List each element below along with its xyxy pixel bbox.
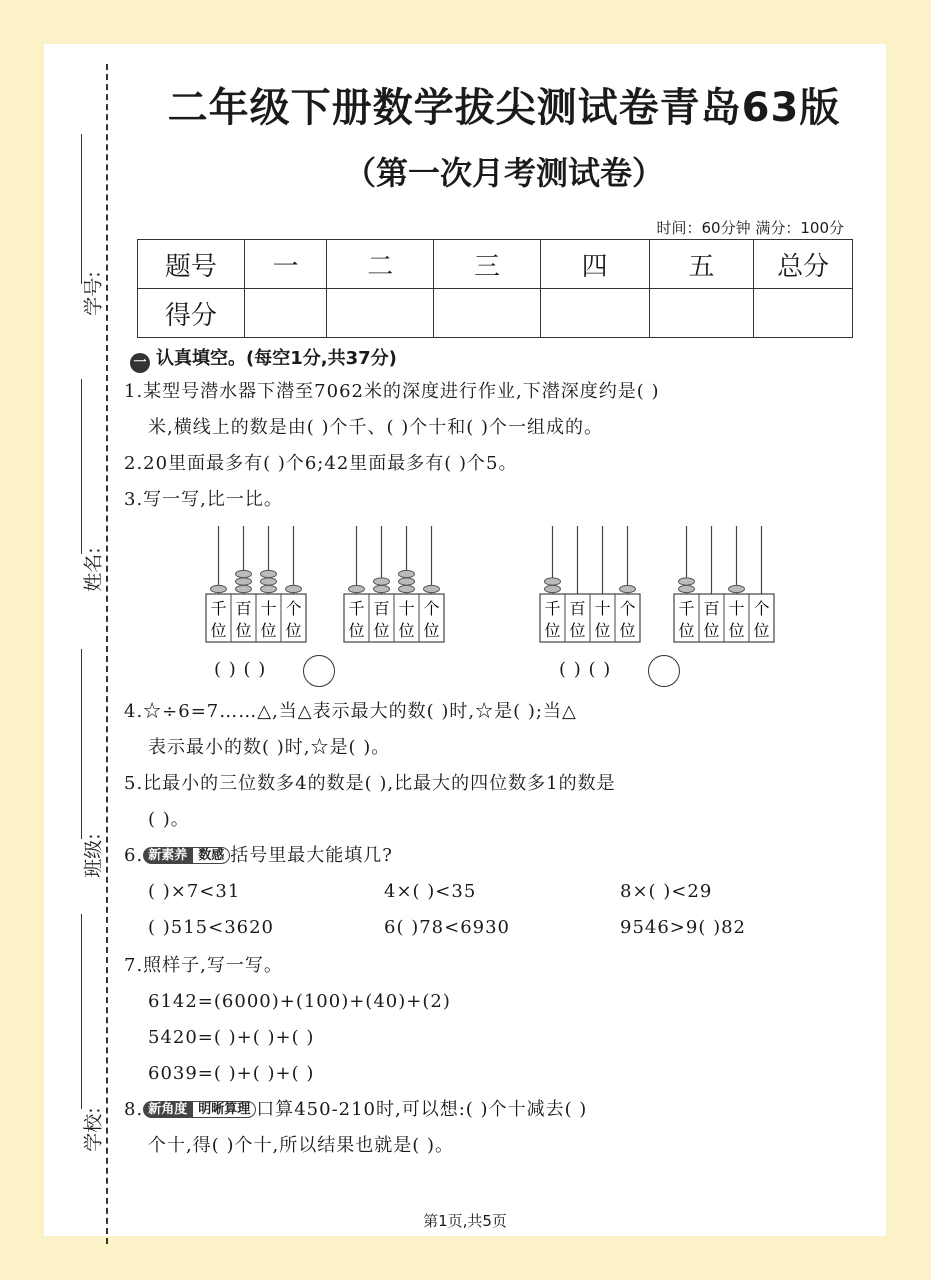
abacus-bead (620, 585, 636, 592)
score-cell: 题号 (138, 240, 245, 289)
abacus-place-sub: 位 (678, 621, 695, 640)
abacus-bead (236, 570, 252, 577)
abacus-place-label: 百 (235, 599, 252, 618)
abacus-bead (211, 585, 227, 592)
question-7-example: 6142=(6000)+(100)+(40)+(2) (148, 991, 451, 1012)
abacus-bead (679, 578, 695, 585)
question-3: 3.写一写,比一比。 (124, 489, 283, 510)
question-3-blanks-right: ( ) ( ) (559, 659, 612, 680)
question-6-row-2-b: 6( )78<6930 (384, 917, 511, 938)
abacus-bead (236, 585, 252, 592)
abacus-bead (399, 570, 415, 577)
abacus-3 (538, 524, 646, 644)
question-6-row-2-c: 9546>9( )82 (620, 917, 747, 938)
tag-right: 数感 (192, 847, 230, 864)
question-6-row-1-b: 4×( )<35 (384, 881, 477, 902)
abacus-place-label: 个 (753, 599, 770, 618)
question-6-number: 6. (124, 845, 144, 866)
question-6 (124, 844, 393, 868)
score-cell: 三 (434, 240, 541, 289)
abacus-place-sub: 位 (210, 621, 227, 640)
abacus-bead (399, 578, 415, 585)
score-input[interactable] (754, 289, 853, 338)
question-8-number: 8. (124, 1099, 144, 1120)
question-5-line-1: 5.比最小的三位数多4的数是( ),比最大的四位数多1的数是 (124, 773, 616, 794)
score-input[interactable] (434, 289, 541, 338)
abacus-bead (545, 578, 561, 585)
question-1-line-2: 米,横线上的数是由( )个千、( )个十和( )个一组成的。 (148, 417, 604, 438)
abacus-place-label: 个 (285, 599, 302, 618)
abacus-place-sub: 位 (753, 621, 770, 640)
abacus-bead (374, 585, 390, 592)
abacus-place-sub: 位 (594, 621, 611, 640)
abacus-place-label: 百 (703, 599, 720, 618)
abacus-1 (204, 524, 312, 644)
abacus-place-sub: 位 (235, 621, 252, 640)
abacus-bead (424, 585, 440, 592)
abacus-place-label: 百 (373, 599, 390, 618)
question-3-blanks-left: ( ) ( ) (214, 659, 267, 680)
abacus-place-label: 个 (619, 599, 636, 618)
abacus-place-label: 十 (728, 599, 745, 618)
score-header-row (138, 240, 853, 289)
abacus-4 (672, 524, 780, 644)
score-input[interactable] (244, 289, 327, 338)
abacus-bead (261, 570, 277, 577)
compare-circle-right[interactable] (648, 655, 680, 687)
abacus-place-label: 千 (544, 599, 561, 618)
abacus-place-label: 十 (398, 599, 415, 618)
abacus-place-sub: 位 (373, 621, 390, 640)
abacus-bead (286, 585, 302, 592)
score-input[interactable] (540, 289, 649, 338)
abacus-2 (342, 524, 450, 644)
tag-right: 明晰算理 (192, 1101, 256, 1118)
question-5-line-2: ( )。 (148, 809, 190, 830)
abacus-place-sub: 位 (703, 621, 720, 640)
compare-circle-left[interactable] (303, 655, 335, 687)
score-cell: 得分 (138, 289, 245, 338)
abacus-bead (374, 578, 390, 585)
abacus-place-sub: 位 (619, 621, 636, 640)
question-6-tag (143, 844, 230, 868)
abacus-place-label: 千 (210, 599, 227, 618)
score-input[interactable] (649, 289, 754, 338)
abacus-bead (349, 585, 365, 592)
score-cell: 五 (649, 240, 754, 289)
score-cell: 二 (327, 240, 434, 289)
abacus-place-sub: 位 (348, 621, 365, 640)
abacus-place-label: 百 (569, 599, 586, 618)
exam-meta: 时间：60分钟 满分：100分 (656, 219, 844, 237)
abacus-bead (261, 585, 277, 592)
side-label-xuehao: 学号: (82, 271, 105, 316)
abacus-bead (261, 578, 277, 585)
side-line-xingming (81, 379, 82, 554)
exam-page (44, 44, 886, 1236)
abacus-place-sub: 位 (728, 621, 745, 640)
abacus-place-sub: 位 (285, 621, 302, 640)
abacus-place-sub: 位 (569, 621, 586, 640)
question-4-line-1: 4.☆÷6=7……△,当△表示最大的数( )时,☆是( );当△ (124, 701, 577, 722)
question-6-row-1-a: ( )×7<31 (148, 881, 241, 902)
question-6-row-2-a: ( )515<3620 (148, 917, 275, 938)
question-4-line-2: 表示最小的数( )时,☆是( )。 (148, 737, 391, 758)
side-label-xuexiao: 学校: (82, 1107, 105, 1152)
abacus-place-label: 十 (260, 599, 277, 618)
abacus-bead (545, 585, 561, 592)
abacus-bead (236, 578, 252, 585)
side-line-banji (81, 649, 82, 839)
score-cell: 四 (540, 240, 649, 289)
question-6-row-1-c: 8×( )<29 (620, 881, 713, 902)
side-label-banji: 班级: (82, 833, 105, 878)
abacus-place-label: 个 (423, 599, 440, 618)
question-7-b: 6039=( )+( )+( ) (148, 1063, 315, 1084)
score-input[interactable] (327, 289, 434, 338)
score-cell: 一 (244, 240, 327, 289)
abacus-bead (679, 585, 695, 592)
section-title: 认真填空。(每空1分,共37分) (156, 348, 397, 369)
score-cell: 总分 (754, 240, 853, 289)
tag-left: 新素养 (143, 847, 192, 864)
abacus-place-sub: 位 (423, 621, 440, 640)
question-6-text: 括号里最大能填几? (230, 845, 393, 866)
tag-left: 新角度 (143, 1101, 192, 1118)
score-table (137, 239, 853, 338)
cut-line (106, 64, 108, 1244)
abacus-place-label: 千 (348, 599, 365, 618)
abacus-place-label: 十 (594, 599, 611, 618)
abacus-place-sub: 位 (260, 621, 277, 640)
question-7: 7.照样子,写一写。 (124, 955, 283, 976)
abacus-bead (399, 585, 415, 592)
score-value-row (138, 289, 853, 338)
side-line-xuehao (81, 134, 82, 284)
question-2: 2.20里面最多有( )个6;42里面最多有( )个5。 (124, 453, 518, 474)
question-1-line-1: 1.某型号潜水器下潜至7062米的深度进行作业,下潜深度约是( ) (124, 381, 660, 402)
page-title: 二年级下册数学拔尖测试卷青岛63版 (167, 85, 841, 131)
section-heading (130, 344, 397, 373)
side-line-xuexiao (81, 914, 82, 1109)
side-label-xingming: 姓名: (82, 547, 105, 592)
abacus-bead (729, 585, 745, 592)
question-8-text: 口算450-210时,可以想:( )个十减去( ) (256, 1099, 588, 1120)
question-8-tag (143, 1098, 256, 1122)
question-7-a: 5420=( )+( )+( ) (148, 1027, 315, 1048)
page-subtitle: （第一次月考测试卷） (343, 154, 664, 192)
question-8-line-2: 个十,得( )个十,所以结果也就是( )。 (148, 1135, 454, 1156)
abacus-place-label: 千 (678, 599, 695, 618)
abacus-place-sub: 位 (544, 621, 561, 640)
page-footer: 第1页,共5页 (423, 1212, 507, 1230)
abacus-place-sub: 位 (398, 621, 415, 640)
question-8 (124, 1098, 587, 1122)
section-badge: 一 (130, 353, 150, 373)
